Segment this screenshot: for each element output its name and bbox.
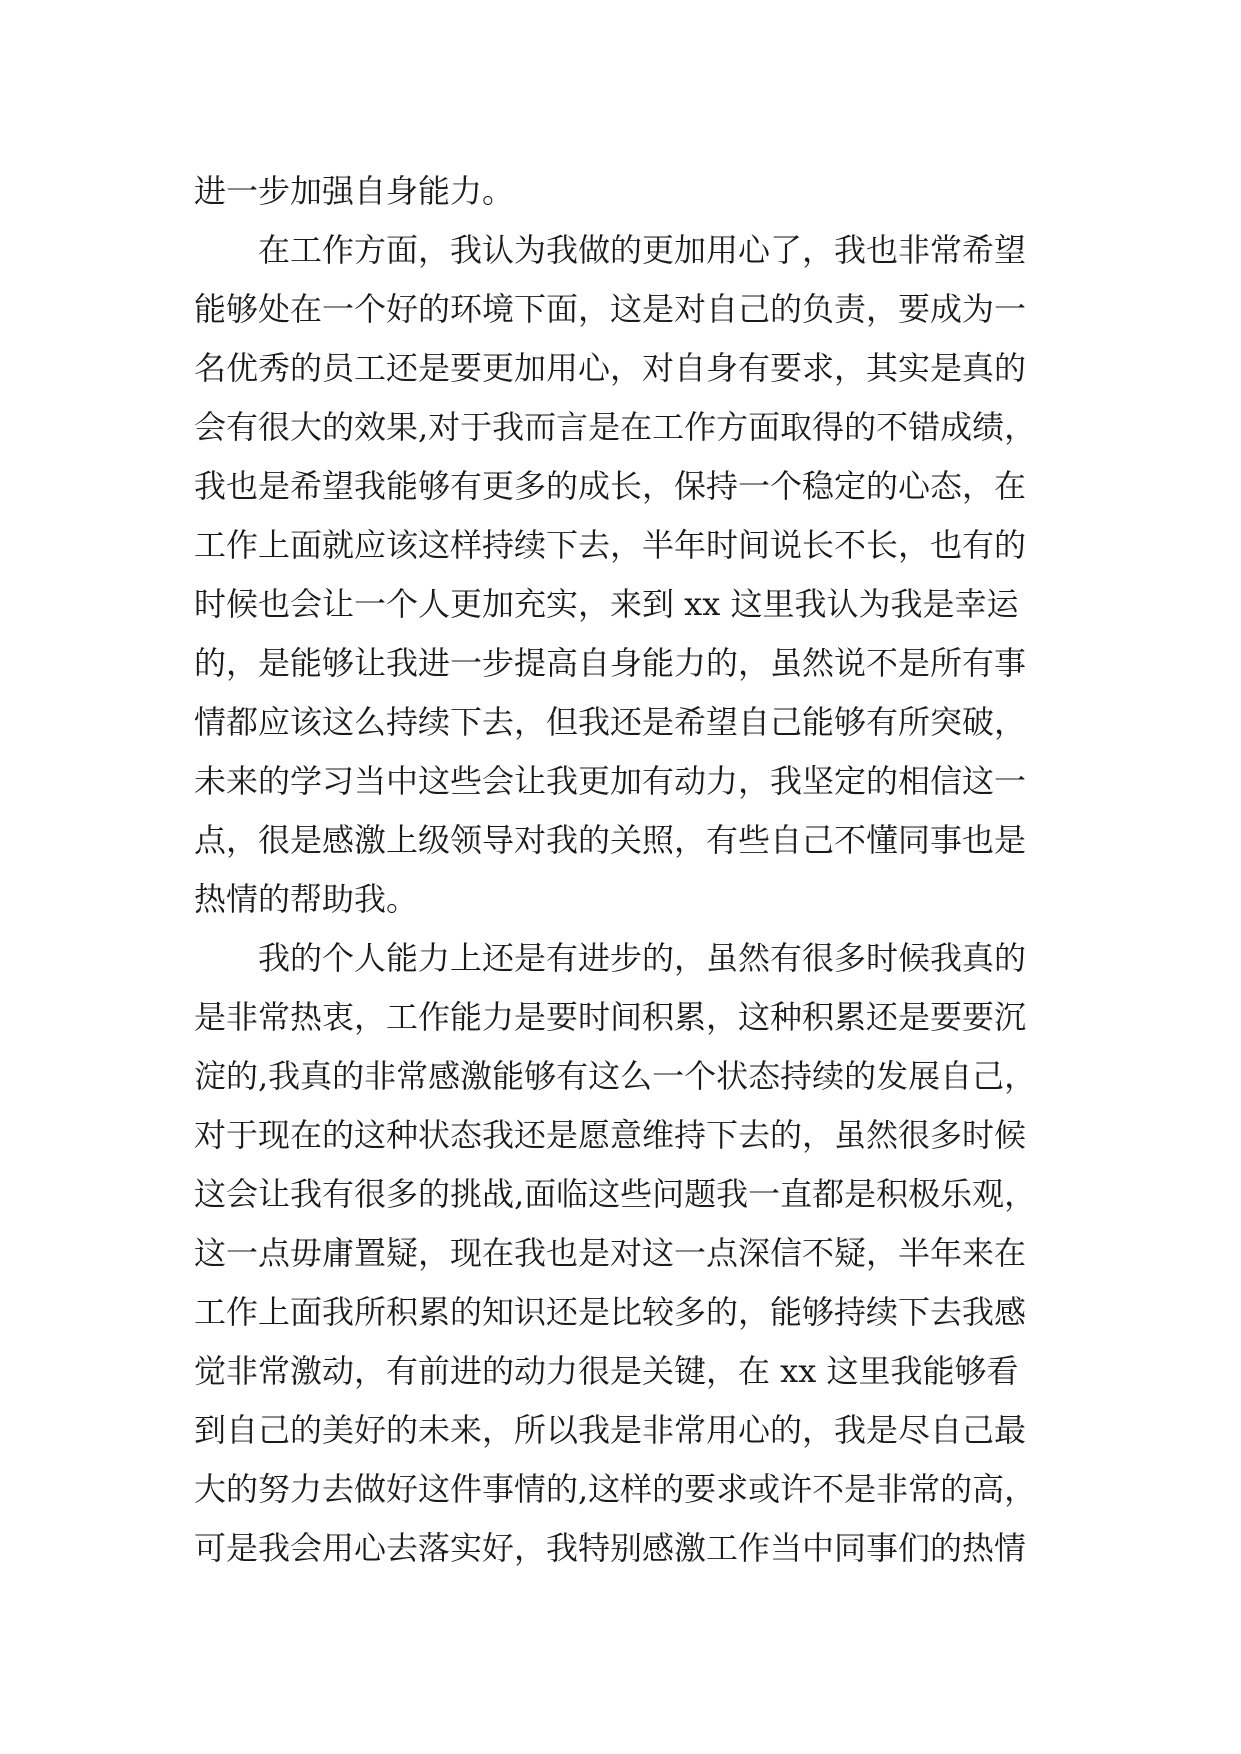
text-line: 我也是希望我能够有更多的成长，保持一个稳定的心态，在: [194, 467, 1027, 505]
text-line: 我的个人能力上还是有进步的，虽然有很多时候我真的: [258, 939, 1027, 977]
text-line: 热情的帮助我。: [194, 880, 419, 918]
text-line: 时候也会让一个人更加充实，来到 xx 这里我认为我是幸运: [194, 585, 1019, 623]
text-line: 对于现在的这种状态我还是愿意维持下去的，虽然很多时候: [194, 1116, 1027, 1154]
text-line: 未来的学习当中这些会让我更加有动力，我坚定的相信这一: [194, 762, 1027, 800]
text-line: 觉非常激动，有前进的动力很是关键，在 xx 这里我能够看: [194, 1352, 1019, 1390]
text-line: 工作上面我所积累的知识还是比较多的，能够持续下去我感: [194, 1293, 1027, 1331]
text-line: 在工作方面，我认为我做的更加用心了，我也非常希望: [258, 231, 1027, 269]
text-line: 情都应该这么持续下去，但我还是希望自己能够有所突破，: [194, 703, 1027, 741]
text-line: 这一点毋庸置疑，现在我也是对这一点深信不疑，半年来在: [194, 1234, 1027, 1272]
text-line: 淀的,我真的非常感激能够有这么一个状态持续的发展自己，: [194, 1057, 1037, 1095]
text-line: 到自己的美好的未来，所以我是非常用心的，我是尽自己最: [194, 1411, 1027, 1449]
text-line: 是非常热衷，工作能力是要时间积累，这种积累还是要要沉: [194, 998, 1027, 1036]
text-line: 这会让我有很多的挑战,面临这些问题我一直都是积极乐观，: [194, 1175, 1037, 1213]
text-line: 的，是能够让我进一步提高自身能力的，虽然说不是所有事: [194, 644, 1027, 682]
text-line: 大的努力去做好这件事情的,这样的要求或许不是非常的高，: [194, 1470, 1037, 1508]
body-text: [194, 162, 1054, 1578]
text-line: 进一步加强自身能力。: [194, 172, 515, 210]
text-line: 能够处在一个好的环境下面，这是对自己的负责，要成为一: [194, 290, 1027, 328]
text-line: 可是我会用心去落实好，我特别感激工作当中同事们的热情: [194, 1529, 1027, 1567]
text-line: 点，很是感激上级领导对我的关照，有些自己不懂同事也是: [194, 821, 1027, 859]
text-line: 名优秀的员工还是要更加用心，对自身有要求，其实是真的: [194, 349, 1027, 387]
text-line: 会有很大的效果,对于我而言是在工作方面取得的不错成绩，: [194, 408, 1037, 446]
text-line: 工作上面就应该这样持续下去，半年时间说长不长，也有的: [194, 526, 1027, 564]
